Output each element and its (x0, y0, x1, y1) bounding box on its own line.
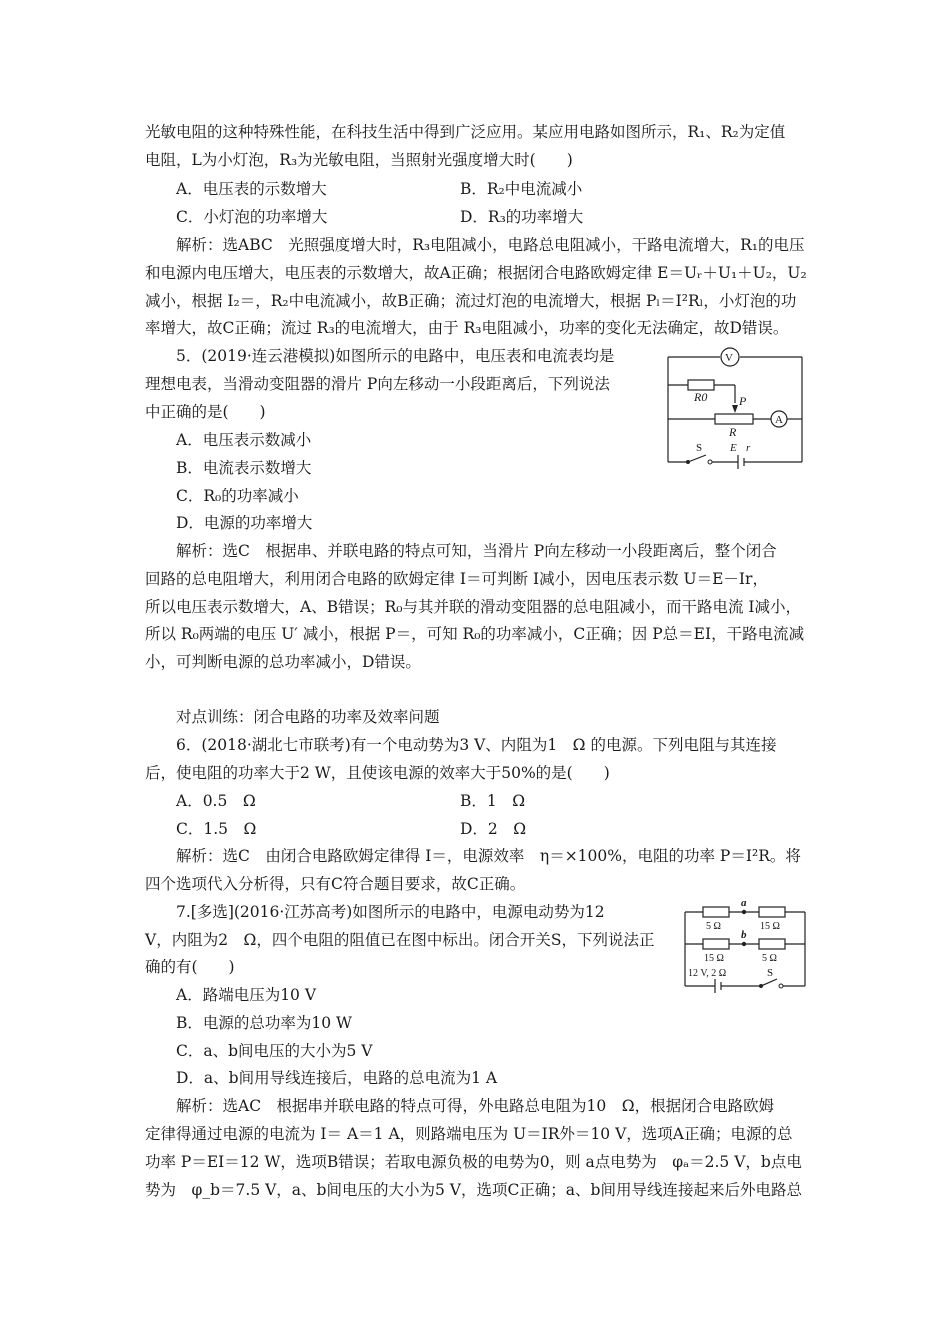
text-line: 减小，根据 I₂＝，R₂中电流减小，故B正确；流过灯泡的电流增大，根据 Pₗ＝I²Rₗ，小灯泡的功 (145, 292, 797, 310)
text-line: 解析：选ABC 光照强度增大时，R₃电阻减小，电路总电阻减小，干路电流增大，R₁的电压 (176, 236, 805, 254)
resistor-label: 5 Ω (706, 921, 721, 932)
option: D．2 Ω (460, 820, 527, 838)
r0-label: R0 (694, 390, 708, 404)
option: C．a、b间电压的大小为5 V (176, 1042, 373, 1060)
option: B．电源的总功率为10 W (176, 1014, 352, 1032)
resistor-15-icon (703, 939, 729, 949)
node-b-label: b (741, 929, 747, 941)
option: A．电压表的示数增大 (176, 180, 327, 198)
resistor-15-icon (759, 907, 785, 917)
option: B．R₂中电流减小 (460, 180, 583, 198)
question-7: 7.[多选](2016·江苏高考)如图所示的电路中，电源电动势为12 (176, 903, 605, 921)
switch-label: S (696, 442, 703, 454)
switch-icon (761, 979, 777, 986)
resistor-label: 15 Ω (704, 953, 724, 964)
option: A．0.5 Ω (176, 792, 256, 810)
circuit-figure-7 (675, 898, 815, 996)
node-a-label: a (741, 898, 747, 909)
text-line: 理想电表，当滑动变阻器的滑片 P向左移动一小段距离后，下列说法 (145, 375, 610, 393)
option: A．电压表示数减小 (176, 431, 312, 449)
option: B．电流表示数增大 (176, 459, 312, 477)
circuit-figure-5 (660, 345, 810, 473)
text-line: 四个选项代入分析得，只有C符合题目要求，故C正确。 (145, 875, 526, 893)
text-line: 解析：选C 根据串、并联电路的特点可知，当滑片 P向左移动一小段距离后，整个闭合 (176, 542, 777, 560)
text-line: 所以 R₀两端的电压 U′ 减小，根据 P＝，可知 R₀的功率减小，C正确；因 P总＝EI，干路电流减 (145, 625, 805, 643)
resistor-5-icon (759, 939, 785, 949)
option: C．1.5 Ω (176, 820, 257, 838)
text-line: 光敏电阻的这种特殊性能，在科技生活中得到广泛应用。某应用电路如图所示，R₁、R₂为定值 (145, 123, 786, 141)
ammeter-label: A (775, 414, 783, 426)
option: C．R₀的功率减小 (176, 487, 299, 505)
resistor-r0-icon (688, 380, 714, 390)
source-label: 12 V, 2 Ω (688, 968, 727, 979)
question-6: 6．(2018·湖北七市联考)有一个电动势为3 V、内阻为1 Ω 的电源。下列电阻与其连接 (176, 736, 777, 754)
text-line: 确的有( ) (145, 958, 235, 976)
text-line: 势为 φ_b＝7.5 V，a、b间电压的大小为5 V，选项C正确；a、b间用导线连接起来后外电路总 (145, 1181, 802, 1199)
option: D．电源的功率增大 (176, 514, 313, 532)
rheostat-label: R (729, 425, 737, 439)
emf-label: E (730, 442, 737, 454)
text-line: 解析：选C 由闭合电路欧姆定律得 I＝，电源效率 η＝×100%，电阻的功率 P＝I²R。将 (176, 847, 801, 865)
resistor-label: 5 Ω (762, 953, 777, 964)
internal-resistance-label: r (746, 442, 751, 454)
switch-label: S (767, 967, 774, 979)
question-5: 5．(2019·连云港模拟)如图所示的电路中，电压表和电流表均是 (176, 347, 615, 365)
option: C．小灯泡的功率增大 (176, 208, 328, 226)
resistor-label: 15 Ω (760, 921, 780, 932)
section-heading: 对点训练：闭合电路的功率及效率问题 (176, 708, 440, 726)
text-line: 回路的总电阻增大，利用闭合电路的欧姆定律 I＝可判断 I减小，因电压表示数 U＝E－Ir， (145, 570, 768, 588)
resistor-5-icon (703, 907, 729, 917)
text-line: 功率 P＝EI＝12 W，选项B错误；若取电源负极的电势为0，则 a点电势为 φₐ＝2.5 V，b点电 (145, 1153, 802, 1171)
option: D．R₃的功率增大 (460, 208, 584, 226)
text-line: V，内阻为2 Ω，四个电阻的阻值已在图中标出。闭合开关S，下列说法正 (145, 931, 655, 949)
text-line: 定律得通过电源的电流为 I＝ A＝1 A，则路端电压为 U＝IR外＝10 V，选项A正确；电源的总 (145, 1125, 793, 1143)
text-line: 后，使电阻的功率大于2 W，且使该电源的效率大于50%的是( ) (145, 764, 610, 782)
text-line: 解析：选AC 根据串并联电路的特点可得，外电路总电阻为10 Ω，根据闭合电路欧姆 (176, 1097, 775, 1115)
text-line: 小，可判断电源的总功率减小，D错误。 (145, 653, 421, 671)
option: B．1 Ω (460, 792, 526, 810)
text-line: 率增大，故C正确；流过 R₃的电流增大，由于 R₃电阻减小，功率的变化无法确定，故D错误。 (145, 319, 789, 337)
text-line: 和电源内电压增大，电压表的示数增大，故A正确；根据闭合电路欧姆定律 E＝Uᵣ＋U₁＋U₂，U₂ (145, 264, 807, 282)
rheostat-icon (715, 414, 753, 424)
text-line: 中正确的是( ) (145, 403, 266, 421)
option: A．路端电压为10 V (176, 986, 317, 1004)
voltmeter-label: V (725, 352, 733, 364)
text-line: 电阻，L为小灯泡，R₃为光敏电阻，当照射光强度增大时( ) (145, 151, 573, 169)
option: D．a、b间用导线连接后，电路的总电流为1 A (176, 1069, 498, 1087)
slider-label: P (739, 394, 747, 408)
switch-icon (688, 455, 706, 462)
text-line: 所以电压表示数增大，A、B错误；R₀与其并联的滑动变阻器的总电阻减小，而干路电流 I减小， (145, 598, 802, 616)
